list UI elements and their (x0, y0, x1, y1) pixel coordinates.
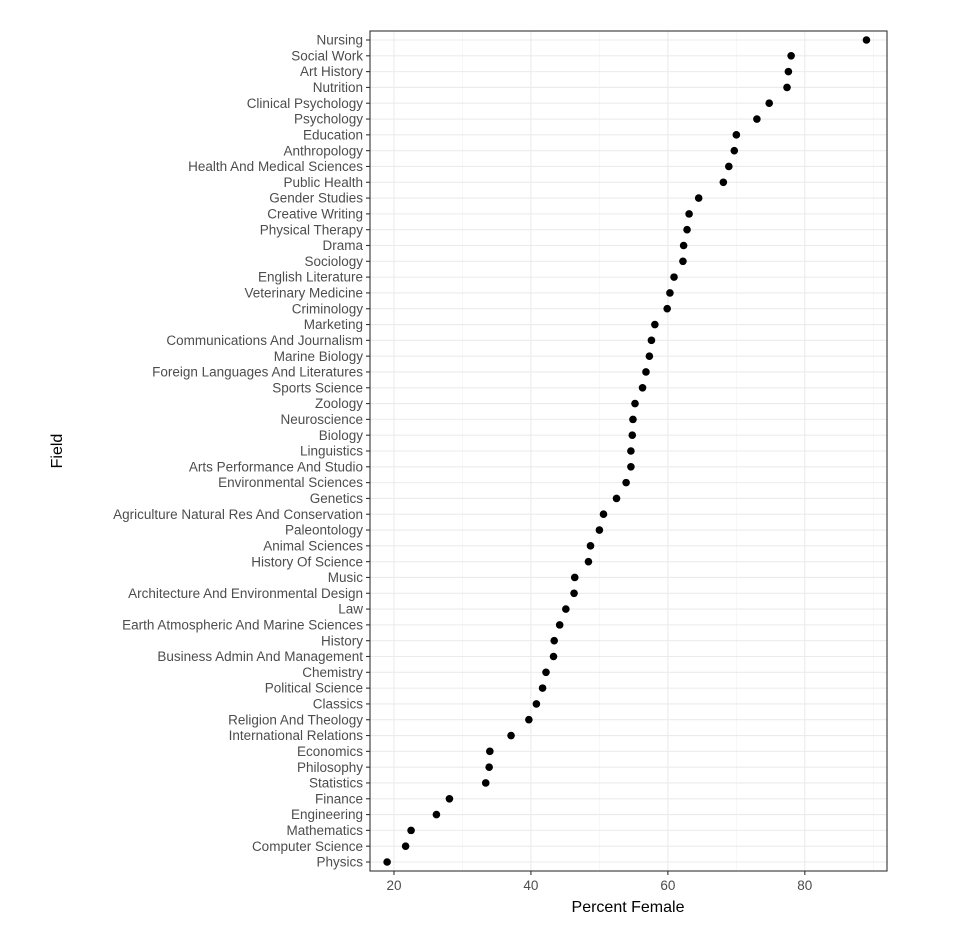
data-point (407, 827, 415, 835)
y-tick-label: Architecture And Environmental Design (128, 585, 363, 601)
y-tick-label: Music (327, 570, 363, 586)
y-tick-label: Art History (299, 64, 363, 80)
data-point (539, 684, 547, 692)
data-point (433, 811, 441, 819)
y-tick-label: Education (302, 127, 363, 143)
y-tick-label: Mathematics (286, 822, 363, 838)
y-tick-label: Earth Atmospheric And Marine Sciences (122, 617, 363, 633)
y-tick-label: Gender Studies (269, 190, 363, 206)
y-tick-label: Law (338, 601, 363, 617)
y-tick-label: Nutrition (312, 80, 363, 96)
data-point (787, 52, 795, 60)
data-point (733, 131, 741, 139)
y-tick-label: Philosophy (296, 759, 363, 775)
y-tick-label: Public Health (283, 174, 363, 190)
y-tick-label: Agriculture Natural Res And Conservation (113, 506, 363, 522)
y-tick-label: Criminology (291, 301, 363, 317)
y-tick-label: Political Science (264, 680, 363, 696)
data-point (585, 558, 593, 566)
y-tick-label: Linguistics (299, 443, 363, 459)
data-point (651, 321, 659, 329)
data-point (683, 226, 691, 234)
x-tick-label: 80 (797, 878, 813, 893)
y-tick-label: Chemistry (302, 664, 363, 680)
data-point (648, 337, 656, 345)
y-tick-label: Paleontology (284, 522, 363, 538)
y-tick-label: Economics (296, 743, 363, 759)
y-axis (113, 33, 370, 870)
data-point (785, 68, 793, 76)
y-tick-label: Environmental Sciences (218, 475, 363, 491)
data-point (627, 447, 635, 455)
y-tick-label: Finance (314, 791, 363, 807)
data-point (639, 384, 647, 392)
y-tick-label: Social Work (291, 48, 363, 64)
y-tick-label: Marine Biology (273, 348, 363, 364)
y-tick-label: Communications And Journalism (166, 332, 363, 348)
data-point (783, 84, 791, 92)
data-point (685, 210, 693, 218)
data-point (613, 495, 621, 503)
data-point (550, 637, 558, 645)
data-point (679, 258, 687, 266)
data-point (663, 305, 671, 313)
data-point (642, 368, 650, 376)
y-axis-title: Field (49, 433, 66, 469)
data-point (666, 289, 674, 297)
y-tick-label: Nursing (316, 32, 363, 48)
data-point (383, 858, 391, 866)
y-tick-label: Marketing (303, 317, 363, 333)
y-tick-label: Physics (316, 854, 363, 870)
y-tick-label: Foreign Languages And Literatures (152, 364, 363, 380)
y-tick-label: Genetics (309, 491, 363, 507)
data-point (629, 416, 637, 424)
data-point (507, 732, 515, 740)
y-tick-label: Health And Medical Sciences (188, 159, 363, 175)
data-point (765, 99, 773, 107)
x-tick-label: 40 (523, 878, 539, 893)
y-tick-label: Sociology (304, 253, 363, 269)
y-tick-label: Sports Science (272, 380, 363, 396)
y-tick-label: Biology (318, 427, 363, 443)
data-point (695, 194, 703, 202)
data-point (533, 700, 541, 708)
data-point (627, 463, 635, 471)
y-tick-label: History Of Science (251, 554, 363, 570)
y-tick-label: Drama (322, 238, 363, 254)
data-point (600, 510, 608, 518)
data-point (587, 542, 595, 550)
data-point (542, 669, 550, 677)
data-point (730, 147, 738, 155)
data-point (631, 400, 639, 408)
y-tick-label: Classics (312, 696, 363, 712)
y-tick-label: Religion And Theology (228, 712, 363, 728)
data-point (622, 479, 630, 487)
x-axis (386, 871, 812, 893)
data-point (628, 431, 636, 439)
data-point (680, 242, 688, 250)
x-tick-label: 60 (660, 878, 676, 893)
y-tick-label: English Literature (257, 269, 363, 285)
y-tick-label: Creative Writing (267, 206, 363, 222)
x-axis-title: Percent Female (571, 899, 685, 916)
data-point (525, 716, 533, 724)
x-tick-label: 20 (386, 878, 402, 893)
y-tick-label: History (320, 633, 363, 649)
y-tick-label: Psychology (293, 111, 363, 127)
data-point (753, 115, 761, 123)
data-point (670, 273, 678, 281)
data-point (482, 779, 490, 787)
y-tick-label: Clinical Psychology (246, 95, 363, 111)
y-tick-label: Engineering (290, 807, 363, 823)
data-point (570, 589, 578, 597)
data-point (596, 526, 604, 534)
y-tick-label: Business Admin And Management (157, 649, 363, 665)
data-point (720, 178, 728, 186)
data-point (863, 36, 871, 44)
data-point (486, 748, 494, 756)
y-tick-label: Arts Performance And Studio (188, 459, 363, 475)
y-tick-label: Computer Science (251, 838, 363, 854)
data-point (446, 795, 454, 803)
data-point (725, 163, 733, 171)
y-tick-label: Statistics (308, 775, 363, 791)
data-point (485, 763, 493, 771)
y-tick-label: Veterinary Medicine (244, 285, 363, 301)
data-point (562, 605, 570, 613)
y-tick-label: Physical Therapy (259, 222, 363, 238)
y-tick-label: Neuroscience (280, 411, 363, 427)
data-point (646, 352, 654, 360)
data-point (402, 842, 410, 850)
data-point (571, 574, 579, 582)
y-tick-label: Zoology (314, 396, 363, 412)
data-point (556, 621, 564, 629)
y-tick-label: Anthropology (283, 143, 363, 159)
y-tick-label: Animal Sciences (263, 538, 363, 554)
y-tick-label: International Relations (228, 728, 363, 744)
data-point (550, 653, 558, 661)
